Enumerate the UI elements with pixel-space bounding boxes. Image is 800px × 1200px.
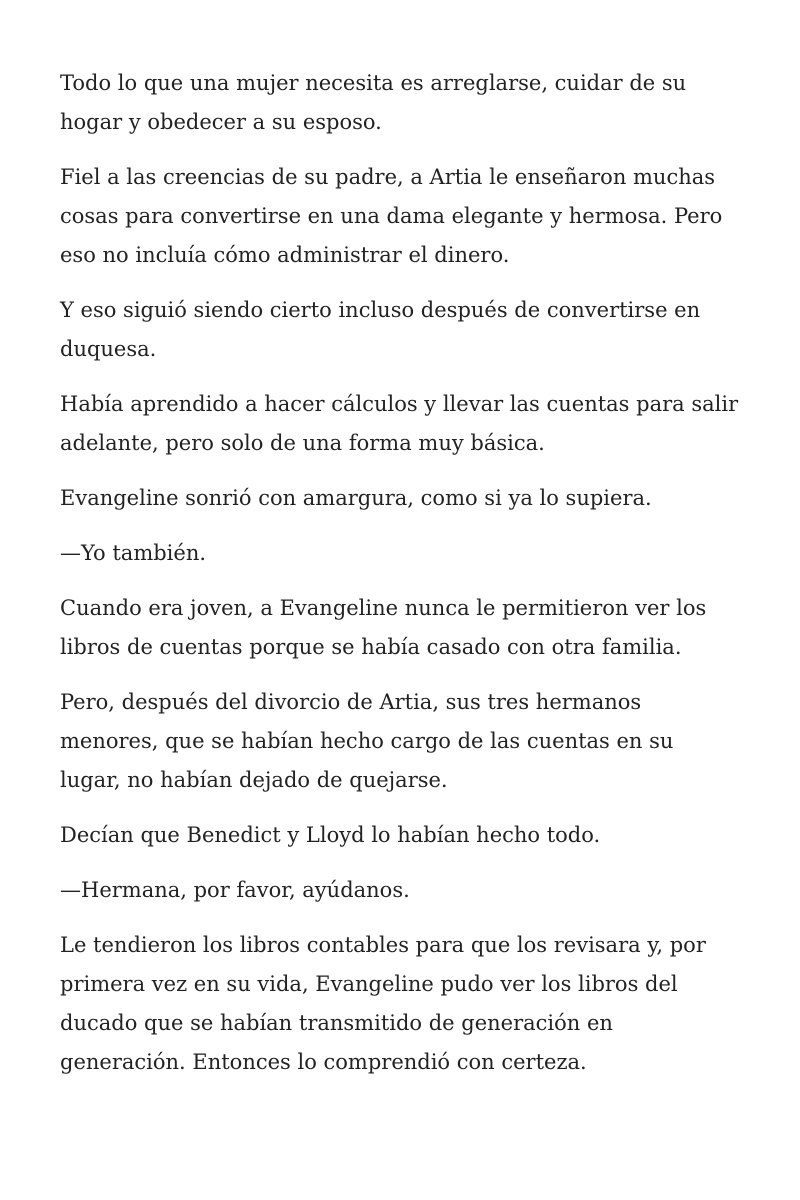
paragraph: Decían que Benedict y Lloyd lo habían hecho todo. (60, 823, 601, 847)
paragraph: Evangeline sonrió con amargura, como si ya lo supiera. (60, 486, 652, 510)
paragraph: Había aprendido a hacer cálculos y llevar las cuentas para salir adelante, pero solo de una forma muy básica. (60, 392, 739, 455)
paragraph: Y eso siguió siendo cierto incluso después de convertirse en duquesa. (60, 298, 701, 361)
dialogue-line: —Yo también. (60, 541, 207, 565)
paragraph: Todo lo que una mujer necesita es arreglarse, cuidar de su hogar y obedecer a su esposo. (60, 71, 687, 134)
dialogue-line: —Hermana, por favor, ayúdanos. (60, 878, 410, 902)
paragraph: Le tendieron los libros contables para que los revisara y, por primera vez en su vida, Evangeline pudo ver los libros del ducado que se habían transmitido de generación en generación. Entonces lo comprendió con certeza. (60, 933, 706, 1074)
paragraph: Cuando era joven, a Evangeline nunca le permitieron ver los libros de cuentas porque se había casado con otra familia. (60, 596, 707, 659)
paragraph: Pero, después del divorcio de Artia, sus tres hermanos menores, que se habían hecho cargo de las cuentas en su lugar, no habían dejado de quejarse. (60, 690, 674, 792)
paragraph: Fiel a las creencias de su padre, a Artia le enseñaron muchas cosas para convertirse en una dama elegante y hermosa. Pero eso no incluía cómo administrar el dinero. (60, 165, 723, 267)
